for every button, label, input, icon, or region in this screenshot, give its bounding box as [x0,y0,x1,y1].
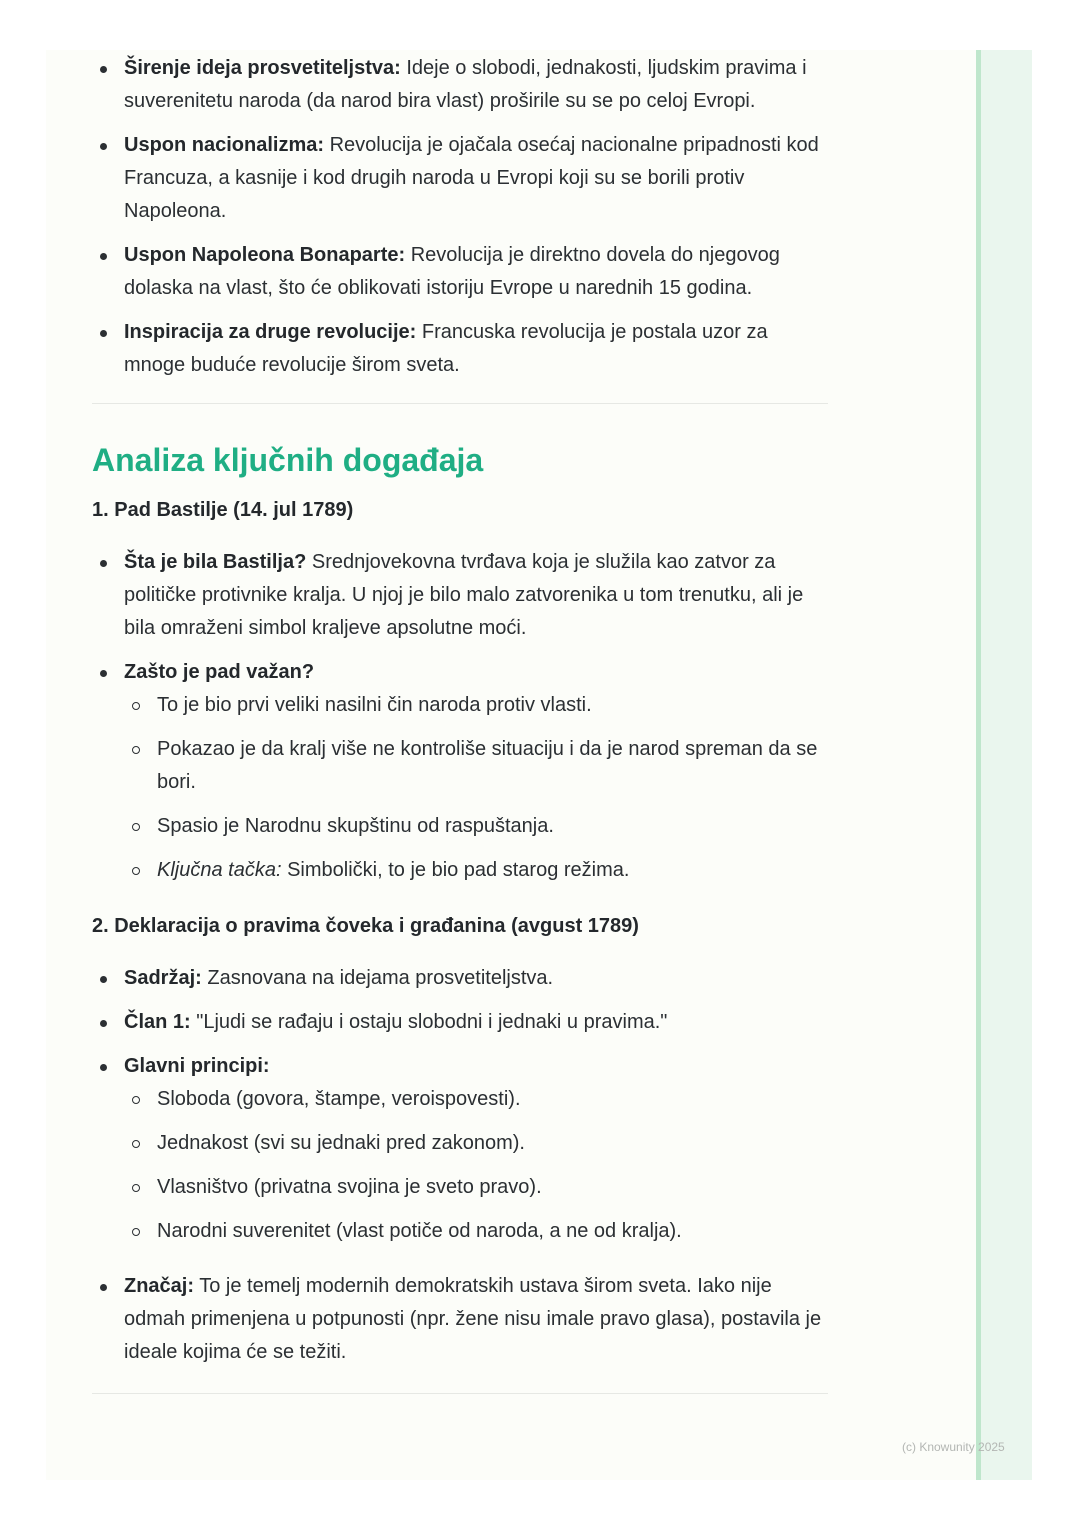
sub-list-item: Narodni suverenitet (vlast potiče od naroda, a ne od kralja). [124,1215,828,1248]
list-item [92,962,828,995]
item-label: Inspiracija za druge revolucije: [124,321,417,343]
side-margin-bar [976,50,1032,1480]
list-item [92,316,828,382]
list-item [92,1050,828,1248]
sub-list-item [124,854,828,887]
item-text: Francuska revolucija je postala uzor za mnoge buduće revolucije širom sveta. [124,321,768,376]
section-divider [92,1393,828,1394]
item-text: Revolucija je direktno dovela do njegovog dolaska na vlast, što će oblikovati istoriju Evrope u narednih 15 godina. [124,244,780,299]
event-title: 1. Pad Bastilje (14. jul 1789) [92,499,354,521]
event-title: 2. Deklaracija o pravima čoveka i građanina (avgust 1789) [92,915,639,937]
sub-list [124,1083,828,1248]
item-label: Uspon nacionalizma: [124,134,325,156]
sub-list-item: Sloboda (govora, štampe, veroispovesti). [124,1083,828,1116]
item-label: Značaj: [124,1275,195,1297]
item-label: Šta je bila Bastilja? [124,551,307,573]
item-label: Član 1: [124,1011,191,1033]
list-item [92,1006,828,1039]
list-item [92,239,828,305]
item-text: Srednjovekovna tvrđava koja je služila kao zatvor za političke protivnike kralja. U njoj je bilo malo zatvorenika u tom trenutku, ali je bila omraženi simbol kraljeve apsolutne moći. [124,551,804,639]
item-label: Uspon Napoleona Bonaparte: [124,244,406,266]
item-text: Ideje o slobodi, jednakosti, ljudskim pravima i suverenitetu naroda (da narod bira vlast) proširile su se po celoj Evropi. [124,57,807,112]
list-item [92,52,828,118]
list-item [92,546,828,645]
event-declaration-list [92,962,828,1369]
item-label: Širenje ideja prosvetiteljstva: [124,57,401,79]
item-text: Revolucija je ojačala osećaj nacionalne pripadnosti kod Francuza, a kasnije i kod drugih naroda u Evropi koji su se borili protiv Napoleona. [124,134,819,222]
sub-list-item: Jednakost (svi su jednaki pred zakonom). [124,1127,828,1160]
list-item [92,129,828,228]
list-item [92,1270,828,1369]
item-label: Sadržaj: [124,967,202,989]
section-title: Analiza ključnih događaja [92,442,484,478]
sub-list-item: Spasio je Narodnu skupštinu od raspuštanja. [124,810,828,843]
item-text: Zasnovana na idejama prosvetiteljstva. [201,967,554,989]
sub-list [124,689,828,887]
list-item [92,656,828,887]
key-point-label: Ključna tačka: [157,859,282,881]
item-text: To je temelj modernih demokratskih ustava širom sveta. Iako nije odmah primenjena u potpunosti (npr. žene nisu imale pravo glasa), postavila je ideale kojima će se težiti. [124,1275,822,1363]
event-bastille-list [92,546,828,887]
sub-list-item: To je bio prvi veliki nasilni čin naroda protiv vlasti. [124,689,828,722]
sub-list-item: Vlasništvo (privatna svojina je sveto pravo). [124,1171,828,1204]
sub-list-item: Pokazao je da kralj više ne kontroliše situaciju i da je narod spreman da se bori. [124,733,828,799]
consequences-list [92,52,828,382]
copyright-text: (c) Knowunity 2025 [902,1440,1005,1454]
item-label: Zašto je pad važan? [124,661,315,683]
item-text: "Ljudi se rađaju i ostaju slobodni i jednaki u pravima." [190,1011,668,1033]
item-label: Glavni principi: [124,1055,270,1077]
section-divider [92,403,828,404]
key-point-text: Simbolički, to je bio pad starog režima. [281,859,630,881]
document-content [92,52,828,1394]
